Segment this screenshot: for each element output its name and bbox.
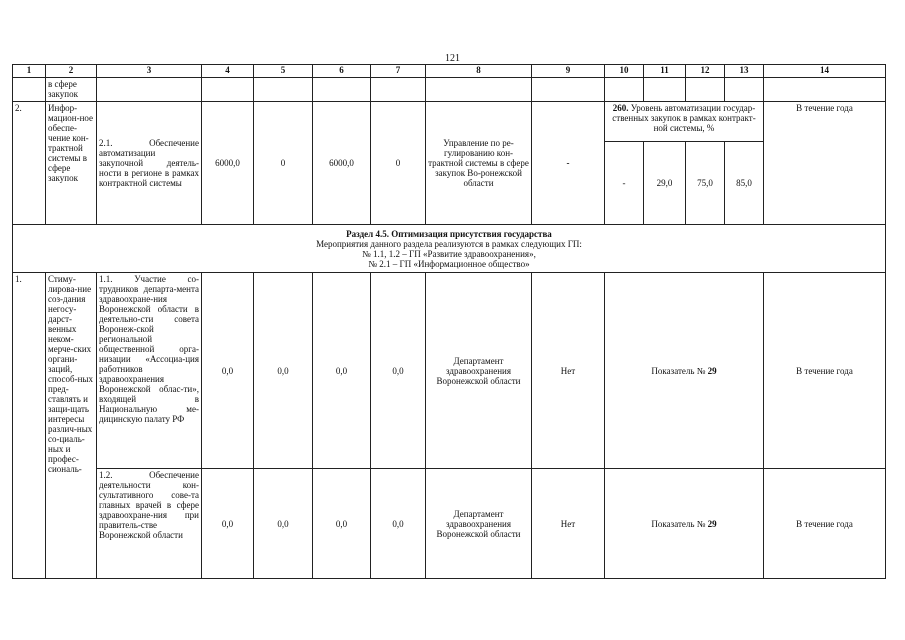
indicator-ref: Показатель № 29 [605,273,764,469]
table-row [13,469,886,579]
section-row [13,225,886,273]
term: В течение года [764,469,886,579]
term: В течение года [764,102,886,225]
cell-value: 0 [254,102,313,225]
section-line: Мероприятия данного раздела реализуются в рамках следующих ГП: [316,238,582,249]
section-line: № 1.1, 1.2 – ГП «Развитие здравоохранения», [362,248,536,259]
col-header: 3 [97,65,202,78]
cell-value: Нет [532,469,605,579]
activity: 2.1. Обеспечение автоматизации закупочной деятель-ности в регионе в рамках контрактной системы [97,102,202,225]
col-header: 11 [644,65,686,78]
row-name: Инфор-мацион-ное обеспе-чение кон-трактной системы в сфере закупок [46,102,97,225]
cell-value: 0,0 [202,469,254,579]
cell-value: - [532,102,605,225]
cell-value: 0,0 [254,469,313,579]
cell-value: 29,0 [644,142,686,225]
cell-value: 6000,0 [313,102,371,225]
table-row [13,273,886,469]
indicator-ref: Показатель № 29 [605,469,764,579]
col-header: 9 [532,65,605,78]
cell-value: 0 [371,102,426,225]
cell-value: 0,0 [313,273,371,469]
indicator-text: 260. Уровень автоматизации государ-ственных закупок в рамках контракт-ной системы, % [605,102,764,142]
col-header: 12 [686,65,725,78]
term: В течение года [764,273,886,469]
col-header: 14 [764,65,886,78]
executor: Департамент здравоохранения Воронежской области [426,273,532,469]
cell-value: Нет [532,273,605,469]
col-header: 8 [426,65,532,78]
executor: Управление по ре-гулированию кон-трактной системы в сфере закупок Во-ронежской области [426,102,532,225]
col-header: 6 [313,65,371,78]
table-row [13,102,886,142]
section-line: № 2.1 – ГП «Информационное общество» [368,258,530,269]
indicator-number: 260. [612,103,629,113]
col-header: 10 [605,65,644,78]
cell-value: 0,0 [371,469,426,579]
row-name: Стиму-лирова-ние соз-дания негосу-дарст-венных неком-мерче-ских органи-заций, способ-ных пред-ставлять и защи-щать интересы различ-ных со-циаль-ных и профес-сиональ- [46,273,97,579]
cell-value: 0,0 [254,273,313,469]
row-number: 1. [13,273,46,579]
cell-value: 0,0 [202,273,254,469]
cell-value: 0,0 [371,273,426,469]
executor: Департамент здравоохранения Воронежской области [426,469,532,579]
row-name-continued: в сфере закупок [46,78,97,102]
col-header: 2 [46,65,97,78]
activity: 1.1. Участие со-трудников департа-мента здравоохране-ния Воронежской области в деятельно-сти совета Воронеж-ской региональной общественной орга-низации «Ассоциа-ция работников здравоохранения Воронежской облас-ти», входящей в Национальную ме-дицинскую палату РФ [97,273,202,469]
table-row [13,78,886,102]
col-header: 5 [254,65,313,78]
cell-value: 85,0 [725,142,764,225]
page-number: 121 [445,53,460,64]
header-row [13,65,886,78]
program-table [12,64,886,579]
col-header: 4 [202,65,254,78]
cell-value: 0,0 [313,469,371,579]
cell-value: 6000,0 [202,102,254,225]
section-heading [13,225,886,273]
col-header: 7 [371,65,426,78]
section-title: Раздел 4.5. Оптимизация присутствия государства [346,228,552,239]
col-header: 1 [13,65,46,78]
col-header: 13 [725,65,764,78]
cell-value: - [605,142,644,225]
activity: 1.2. Обеспечение деятельности кон-сультативного сове-та главных врачей в сфере здравоохране-ния при правитель-стве Воронежской области [97,469,202,579]
row-number: 2. [13,102,46,225]
cell-value: 75,0 [686,142,725,225]
